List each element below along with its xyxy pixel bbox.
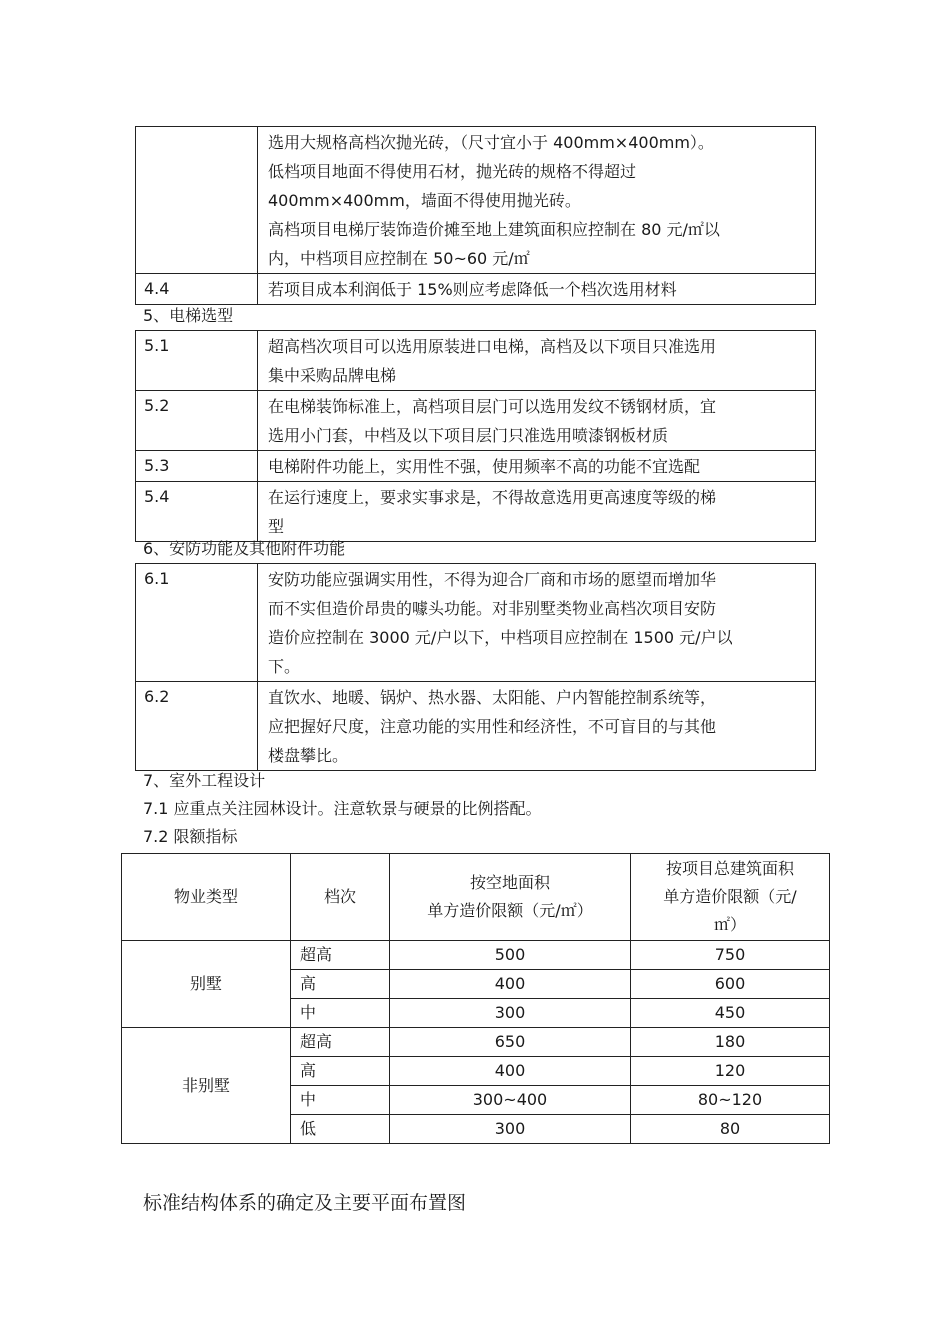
- table-row: [136, 451, 816, 482]
- header-grade: 档次: [291, 854, 390, 941]
- item-7-1: 7.1 应重点关注园林设计。注意软景与硬景的比例搭配。: [143, 799, 542, 818]
- grade-cell: 超高: [291, 941, 390, 970]
- group-type: 别墅: [122, 941, 291, 1028]
- row-number: 5.1: [136, 331, 258, 391]
- row-text: 在电梯装饰标准上，高档项目层门可以选用发纹不锈钢材质，宜 选用小门套，中档及以下项目层门只准选用喷漆钢板材质: [258, 391, 816, 451]
- header-type: 物业类型: [122, 854, 291, 941]
- row-number: 6.2: [136, 682, 258, 771]
- value-b: 750: [631, 941, 830, 970]
- grade-cell: 中: [291, 1086, 390, 1115]
- value-a: 400: [390, 970, 631, 999]
- section7-heading: 7、室外工程设计: [143, 771, 266, 790]
- row-text: 直饮水、地暖、锅炉、热水器、太阳能、户内智能控制系统等， 应把握好尺度，注意功能的实用性和经济性，不可盲目的与其他 楼盘攀比。: [258, 682, 816, 771]
- value-a: 650: [390, 1028, 631, 1057]
- row-number: 5.3: [136, 451, 258, 482]
- grade-cell: 超高: [291, 1028, 390, 1057]
- table-row: [136, 482, 816, 542]
- row-number: 6.1: [136, 564, 258, 682]
- grade-cell: 低: [291, 1115, 390, 1144]
- grade-cell: 高: [291, 970, 390, 999]
- value-b: 120: [631, 1057, 830, 1086]
- value-b: 180: [631, 1028, 830, 1057]
- table-row: [136, 391, 816, 451]
- table-header-row: [122, 854, 830, 941]
- value-a: 300~400: [390, 1086, 631, 1115]
- value-a: 300: [390, 999, 631, 1028]
- table-row: [136, 682, 816, 771]
- row-text: 选用大规格高档次抛光砖，（尺寸宜小于 400mm×400mm）。 低档项目地面不得使用石材，抛光砖的规格不得超过 400mm×400mm，墙面不得使用抛光砖。 高档项目电梯厅装饰造价摊至地上建筑面积应控制在 80 元/㎡以 内，中档项目应控制在 50~60 元/㎡: [258, 127, 816, 274]
- row-number: 5.2: [136, 391, 258, 451]
- table-row: [136, 331, 816, 391]
- section5-heading: 5、电梯选型: [143, 306, 234, 325]
- grade-cell: 中: [291, 999, 390, 1028]
- block1-table: [135, 126, 816, 305]
- value-a: 400: [390, 1057, 631, 1086]
- value-b: 80: [631, 1115, 830, 1144]
- row-text: 在运行速度上，要求实事求是，不得故意选用更高速度等级的梯 型: [258, 482, 816, 542]
- table-row: [122, 941, 830, 970]
- item-7-2: 7.2 限额指标: [143, 827, 238, 846]
- value-b: 80~120: [631, 1086, 830, 1115]
- header-col-b: 按项目总建筑面积 单方造价限额（元/ ㎡）: [631, 854, 830, 941]
- row-text: 电梯附件功能上，实用性不强，使用频率不高的功能不宜选配: [258, 451, 816, 482]
- limit-table: [121, 853, 830, 1144]
- section6-table: [135, 563, 816, 771]
- row-number: [136, 127, 258, 274]
- row-number: 5.4: [136, 482, 258, 542]
- row-number: 4.4: [136, 274, 258, 305]
- value-b: 450: [631, 999, 830, 1028]
- section5-table: [135, 330, 816, 542]
- value-b: 600: [631, 970, 830, 999]
- row-text: 若项目成本利润低于 15%则应考虑降低一个档次选用材料: [258, 274, 816, 305]
- value-a: 300: [390, 1115, 631, 1144]
- section6-heading: 6、安防功能及其他附件功能: [143, 539, 346, 558]
- table-row: [136, 564, 816, 682]
- value-a: 500: [390, 941, 631, 970]
- row-text: 安防功能应强调实用性，不得为迎合厂商和市场的愿望而增加华 而不实但造价昂贵的噱头功能。对非别墅类物业高档次项目安防 造价应控制在 3000 元/户以下，中档项目应控制在 1500 元/户以 下。: [258, 564, 816, 682]
- table-row: [136, 127, 816, 274]
- footer-title: 标准结构体系的确定及主要平面布置图: [143, 1192, 467, 1214]
- group-type: 非别墅: [122, 1028, 291, 1144]
- grade-cell: 高: [291, 1057, 390, 1086]
- header-col-a: 按空地面积 单方造价限额（元/㎡）: [390, 854, 631, 941]
- row-text: 超高档次项目可以选用原装进口电梯，高档及以下项目只准选用 集中采购品牌电梯: [258, 331, 816, 391]
- table-row: [122, 1028, 830, 1057]
- table-row: [136, 274, 816, 305]
